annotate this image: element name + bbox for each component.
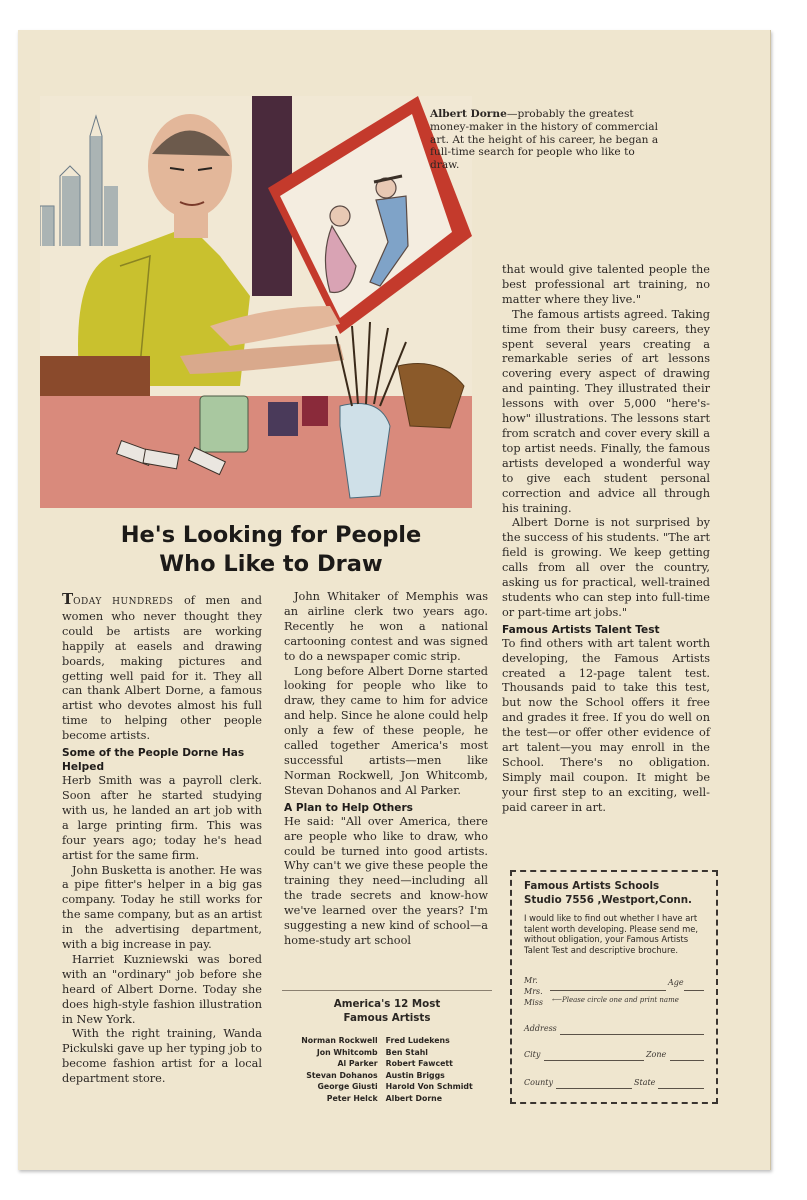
artist-name: Harold Von Schmidt [385, 1082, 473, 1092]
intro-paragraph [62, 592, 262, 744]
paragraph: John Whitaker of Memphis was an airline clerk two years ago. Recently he won a national cartooning contest and was signed to do a newspaper comic strip. [284, 590, 488, 663]
headline [86, 521, 456, 579]
artists-row [297, 1070, 476, 1082]
artist-name: George Giusti [317, 1082, 378, 1092]
headline-line-1: He's Looking for People [120, 522, 422, 548]
headline-line-2: Who Like to Draw [159, 551, 383, 577]
coupon-address-label: Address [524, 1024, 557, 1033]
coupon-mrs-label: Mrs. [524, 987, 543, 996]
article-column-1 [62, 592, 262, 1087]
paragraph: that would give talented people the best professional art training, no matter where they live." [502, 263, 710, 306]
artist-name: Norman Rockwell [301, 1036, 378, 1045]
artists-row [297, 1047, 476, 1059]
artists-title-line: America's 12 Most [333, 998, 441, 1010]
coupon-name-field[interactable] [550, 990, 666, 991]
coupon-miss-label: Miss [524, 998, 543, 1007]
paragraph: Herb Smith was a payroll clerk. Soon after he started studying with us, he landed an art job with a large printing firm. This was four years ago; today he's head artist for the same firm. [62, 774, 262, 862]
paragraph: The famous artists agreed. Taking time from their busy careers, they spent several years creating a remarkable series of art lessons covering every aspect of drawing and painting. They illustrated their lessons with over 5,000 "here's-how" illustrations. The lessons start from scratch and cover every skill a top artist needs. Finally, the famous artists developed a wonderful way to give each student personal correction and advice all through his training. [502, 307, 710, 515]
illustration-caption [430, 108, 660, 172]
paragraph: Albert Dorne is not surprised by the success of his students. "The art field is growing. We keep getting calls from all over the country, asking us for practical, well-trained students who can step into full-time or part-time art jobs." [502, 516, 710, 619]
artist-illustration [40, 96, 472, 508]
coupon-city-field[interactable] [544, 1060, 644, 1061]
drop-cap: T [62, 590, 74, 608]
artists-row [297, 1035, 476, 1047]
article-column-3 [502, 263, 710, 816]
coupon-circle-text: Please circle one and print name [562, 996, 679, 1004]
coupon-state-field[interactable] [658, 1088, 704, 1089]
coupon-zone-label: Zone [646, 1050, 667, 1059]
paragraph: With the right training, Wanda Pickulski gave up her typing job to become fashion artist for a local department store. [62, 1027, 262, 1086]
artists-title-line: Famous Artists [343, 1012, 431, 1024]
artists-box-title [282, 997, 492, 1025]
coupon-county-label: County [524, 1078, 553, 1087]
paragraph: Harriet Kuzniewski was bored with an "ordinary" job before she heard of Albert Dorne. Today she does high-style fashion illustration in New York. [62, 952, 262, 1026]
artist-name: Al Parker [337, 1059, 378, 1069]
coupon-title [524, 880, 716, 907]
artist-name: Albert Dorne [385, 1093, 443, 1103]
coupon-address-field[interactable] [560, 1034, 704, 1035]
artist-name: Jon Whitcomb [316, 1047, 378, 1057]
coupon-mr-label: Mr. [524, 976, 538, 985]
section-heading-people: Some of the People Dorne Has Helped [62, 747, 245, 774]
artist-name: Robert Fawcett [385, 1059, 453, 1069]
paragraph: To find others with art talent worth developing, the Famous Artists created a 12-page talent test. Thousands paid to take this test, but now the School offers it free and grades it free. If you do well on the test—or offer other evidence of art talent—you may enroll in the School. There's no obligation. Simply mail coupon. It might be your first step to an exciting, well-paid career in art. [502, 636, 710, 814]
artist-name: Austin Briggs [385, 1070, 445, 1080]
artist-name: Peter Helck [326, 1093, 378, 1103]
artist-name: Fred Ludekens [385, 1036, 450, 1045]
artists-row [297, 1058, 476, 1070]
intro-text: of men and women who never thought they could be artists are working happily at easels and drawing boards, making pictures and getting well paid for it. They all can thank Albert Dorne, a famous artist who devotes almost his full time to helping other people become artists. [62, 594, 262, 743]
coupon-school-name: Famous Artists Schools [524, 880, 660, 892]
mail-coupon[interactable] [510, 870, 718, 1104]
paragraph: John Busketta is another. He was a pipe fitter's helper in a big gas company. Today he still works for the same company, but as an artist in the advertising department, with a big increase in pay. [62, 863, 262, 952]
famous-artists-box [282, 990, 492, 1105]
caption-text: —probably the greatest money-maker in the history of commercial art. At the height of his career, he began a full-time search for people who like to draw. [430, 108, 659, 172]
coupon-state-label: State [634, 1078, 656, 1087]
artists-table [297, 1035, 476, 1105]
artists-row [297, 1093, 476, 1105]
coupon-body: I would like to find out whether I have art talent worth developing. Please send me, without obligation, your Famous Artists Talent Test and descriptive brochure. [524, 913, 699, 955]
paragraph: Long before Albert Dorne started looking for people who like to draw, they came to him for advice and help. Since he alone could help only a few of these people, he called together America's most successful artists—men like Norman Rockwell, Jon Whitcomb, Stevan Dohanos and Al Parker. [284, 664, 488, 797]
coupon-age-label: Age [668, 978, 684, 987]
paragraph: He said: "All over America, there are people who like to draw, who could be turned into good artists. Why can't we give these people the training they need—including all the trade secrets and know-how we've learned over the years? I'm suggesting a new kind of school—a home-study art school [284, 814, 488, 947]
section-heading-plan: A Plan to Help Others [284, 801, 413, 814]
coupon-county-field[interactable] [556, 1088, 632, 1089]
article-column-2 [284, 590, 488, 949]
coupon-studio-address: Studio 7556 ,Westport,Conn. [524, 893, 692, 906]
coupon-zone-field[interactable] [670, 1060, 704, 1061]
artist-name: Ben Stahl [385, 1047, 428, 1057]
intro-small-caps: ODAY HUNDREDS [73, 597, 174, 607]
artist-name: Stevan Dohanos [306, 1070, 378, 1080]
artists-row [297, 1081, 476, 1093]
caption-name: Albert Dorne [430, 108, 507, 120]
coupon-age-field[interactable] [684, 990, 704, 991]
coupon-city-label: City [524, 1050, 541, 1059]
coupon-circle-instruction: ⟵Please circle one and print name [552, 996, 679, 1004]
section-heading-talent-test: Famous Artists Talent Test [502, 623, 660, 636]
